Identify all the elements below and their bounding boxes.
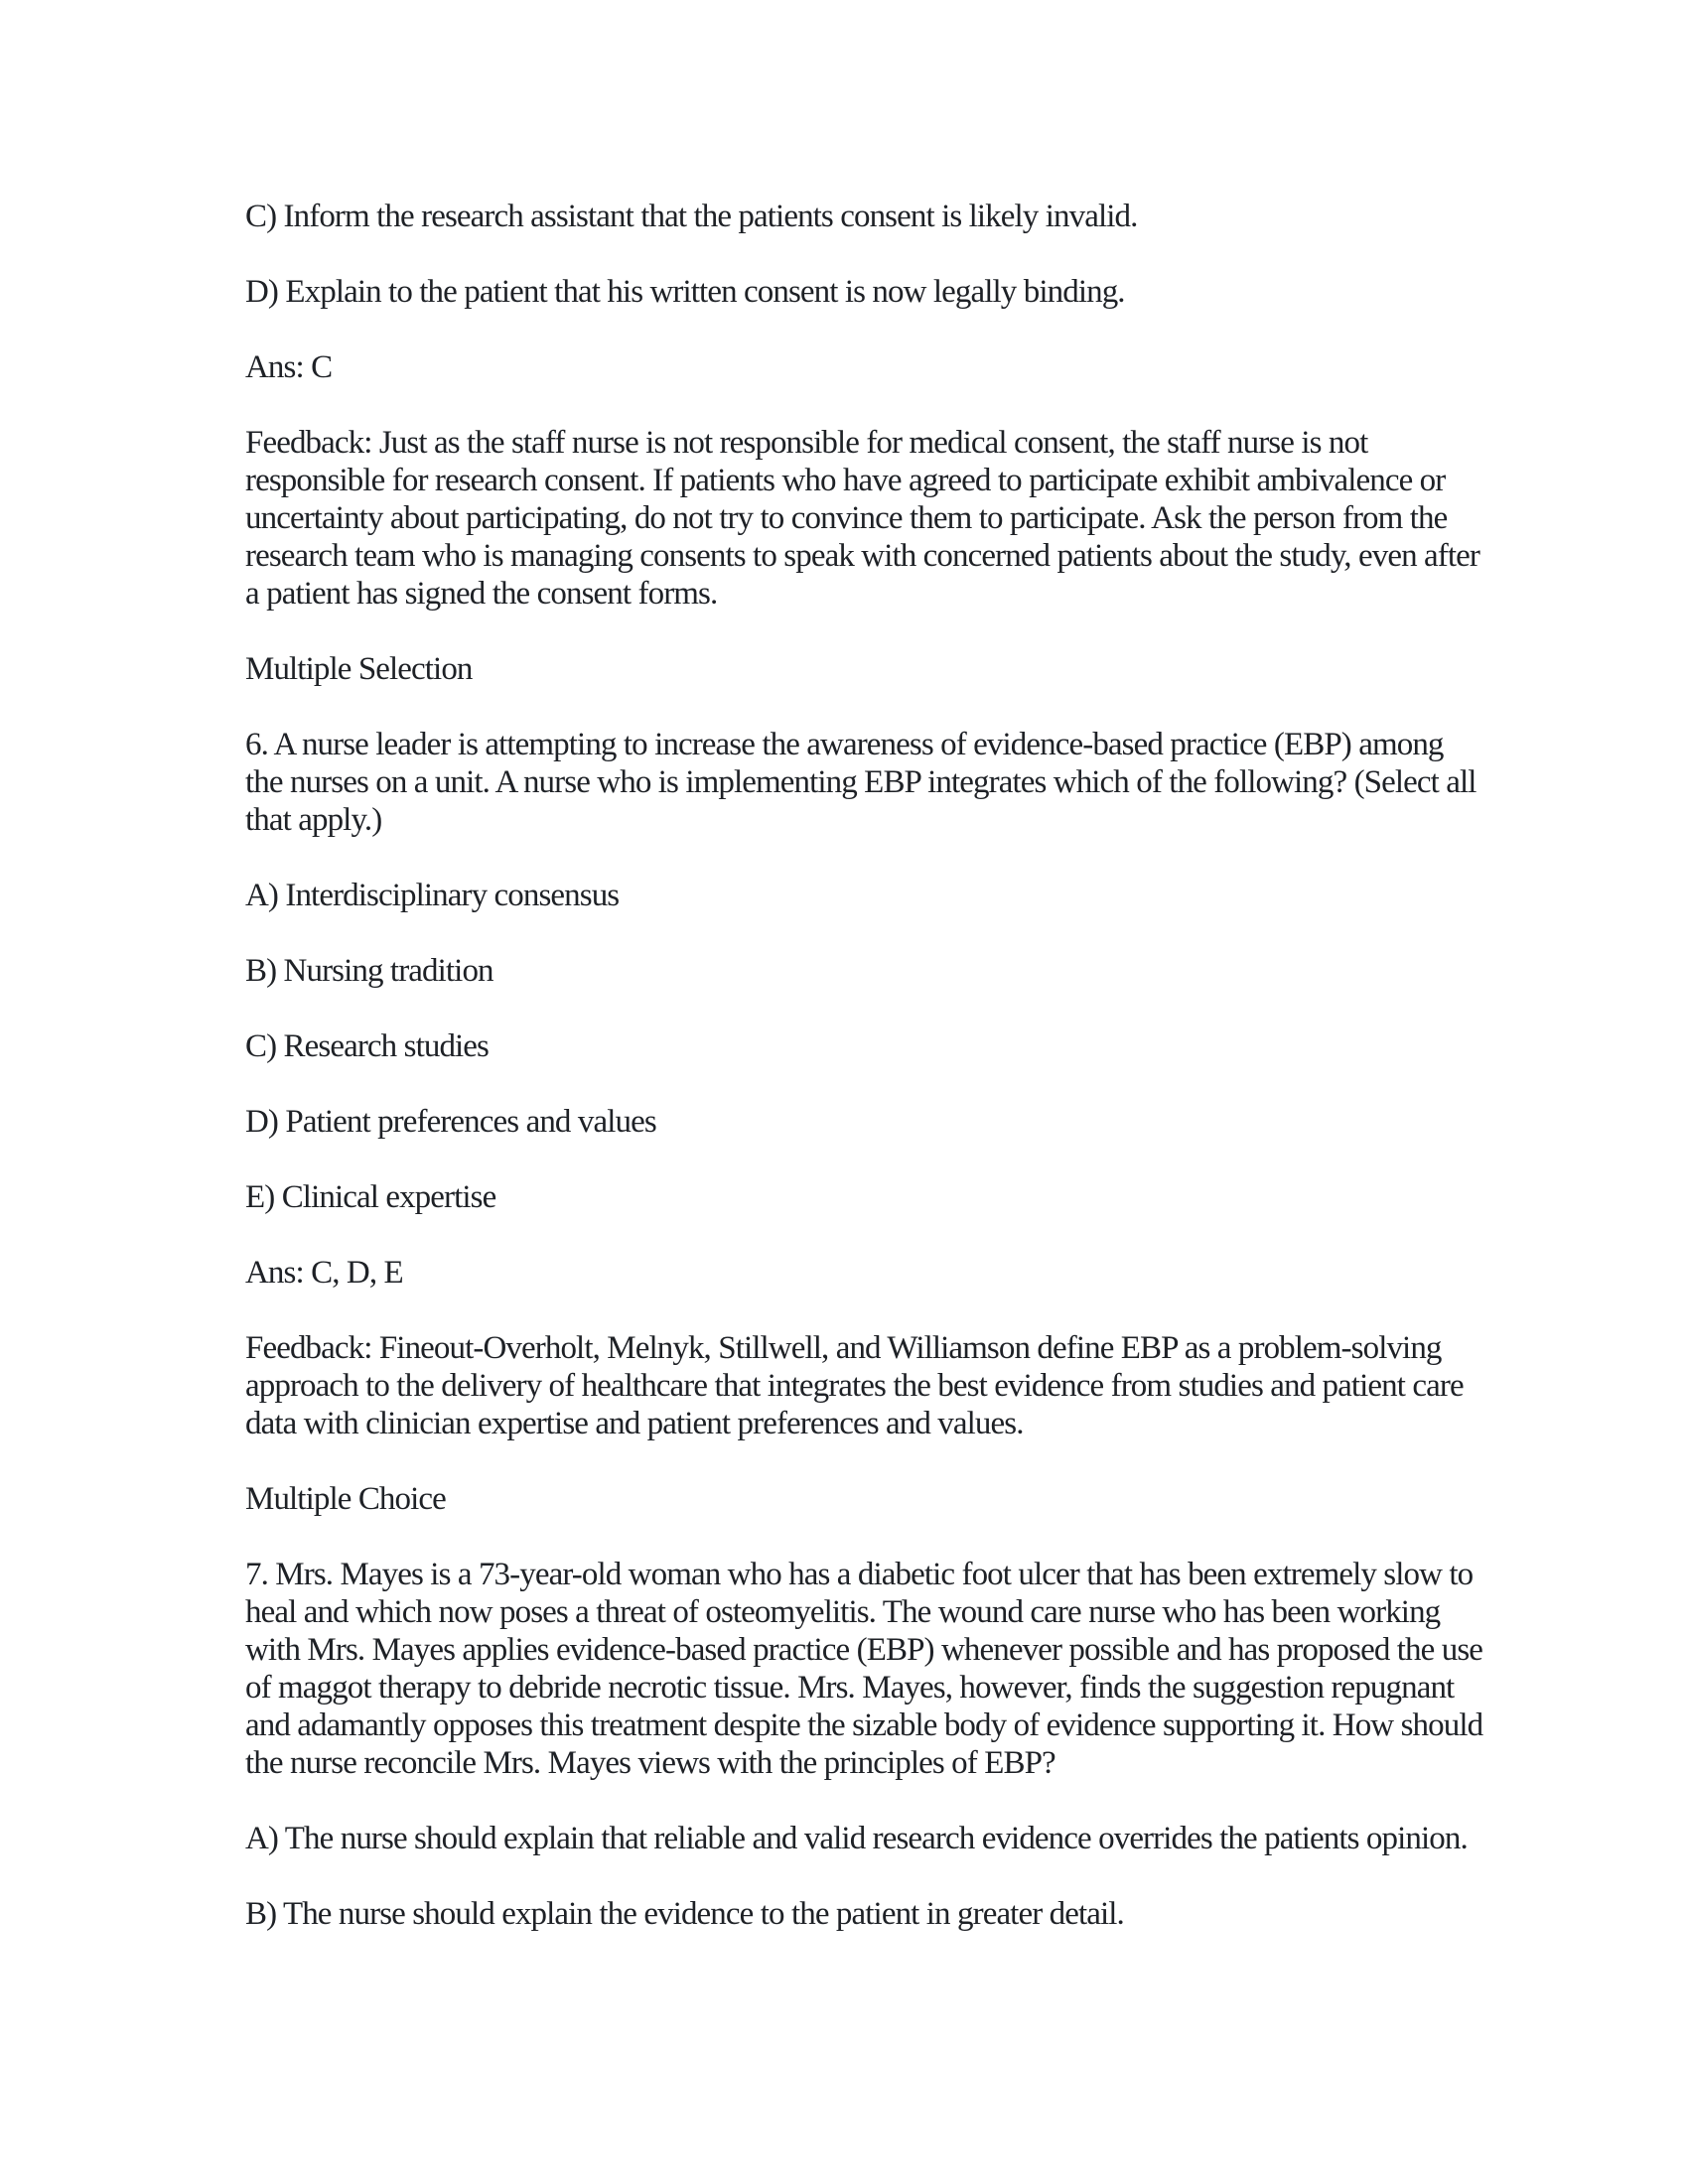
- text-line: A) The nurse should explain that reliable and valid research evidence overrides the patients opinion.: [245, 1821, 1468, 1856]
- text-line: and adamantly opposes this treatment despite the sizable body of evidence supporting it. How should: [245, 1707, 1483, 1743]
- text-line: of maggot therapy to debride necrotic tissue. Mrs. Mayes, however, finds the suggestion repugnant: [245, 1670, 1455, 1706]
- text-line: E) Clinical expertise: [245, 1179, 496, 1215]
- text-line: that apply.): [245, 802, 382, 838]
- text-line: Ans: C: [245, 349, 333, 385]
- option-d: [245, 273, 1596, 311]
- text-line: Ans: C, D, E: [245, 1255, 403, 1291]
- text-line: Multiple Selection: [245, 651, 473, 687]
- text-line: B) Nursing tradition: [245, 953, 493, 989]
- text-line: heal and which now poses a threat of osteomyelitis. The wound care nurse who has been working: [245, 1594, 1441, 1630]
- text-line: C) Research studies: [245, 1028, 489, 1064]
- text-line: C) Inform the research assistant that the patients consent is likely invalid.: [245, 199, 1138, 234]
- text-line: approach to the delivery of healthcare that integrates the best evidence from studies and patient care: [245, 1368, 1464, 1404]
- question-6: [245, 726, 1596, 839]
- text-line: Multiple Choice: [245, 1481, 446, 1517]
- text-line: responsible for research consent. If patients who have agreed to participate exhibit ambivalence or: [245, 463, 1446, 498]
- text-line: 6. A nurse leader is attempting to increase the awareness of evidence-based practice (EBP) among: [245, 727, 1444, 762]
- text-line: uncertainty about participating, do not try to convince them to participate. Ask the person from the: [245, 500, 1448, 536]
- option-b: [245, 1895, 1596, 1933]
- text-line: with Mrs. Mayes applies evidence-based practice (EBP) whenever possible and has proposed the use: [245, 1632, 1483, 1668]
- text-line: 7. Mrs. Mayes is a 73-year-old woman who has a diabetic foot ulcer that has been extremely slow to: [245, 1557, 1474, 1592]
- question-7: [245, 1556, 1596, 1782]
- text-line: Feedback: Just as the staff nurse is not responsible for medical consent, the staff nurse is not: [245, 425, 1368, 461]
- option-e: [245, 1178, 1596, 1216]
- option-a: [245, 877, 1596, 914]
- text-line: research team who is managing consents to speak with concerned patients about the study, even after: [245, 538, 1479, 574]
- option-c: [245, 1027, 1596, 1065]
- text-line: Feedback: Fineout-Overholt, Melnyk, Stillwell, and Williamson define EBP as a problem-solving: [245, 1330, 1442, 1366]
- document-page: [245, 198, 1596, 1971]
- text-line: D) Explain to the patient that his written consent is now legally binding.: [245, 274, 1125, 310]
- answer: [245, 348, 1596, 386]
- text-line: B) The nurse should explain the evidence to the patient in greater detail.: [245, 1896, 1124, 1932]
- option-d: [245, 1103, 1596, 1141]
- feedback: [245, 424, 1596, 613]
- text-line: the nurse reconcile Mrs. Mayes views with the principles of EBP?: [245, 1745, 1055, 1781]
- option-a: [245, 1820, 1596, 1857]
- text-line: A) Interdisciplinary consensus: [245, 878, 620, 913]
- text-line: a patient has signed the consent forms.: [245, 576, 718, 612]
- feedback: [245, 1329, 1596, 1442]
- text-line: D) Patient preferences and values: [245, 1104, 656, 1140]
- text-line: data with clinician expertise and patient preferences and values.: [245, 1406, 1024, 1441]
- option-b: [245, 952, 1596, 990]
- question-type: [245, 650, 1596, 688]
- option-c: [245, 198, 1596, 235]
- answer: [245, 1254, 1596, 1292]
- question-type: [245, 1480, 1596, 1518]
- text-line: the nurses on a unit. A nurse who is implementing EBP integrates which of the following? (Select all: [245, 764, 1477, 800]
